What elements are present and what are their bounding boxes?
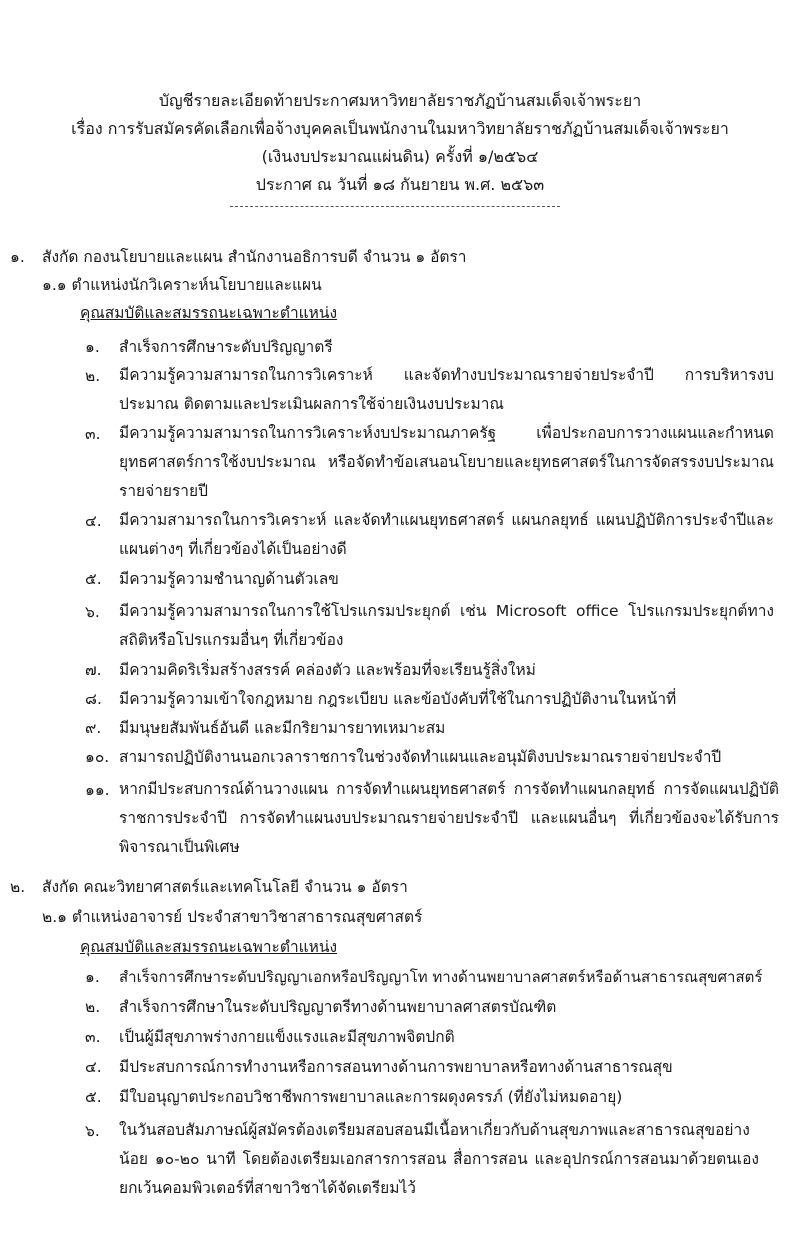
- list-item-number: ๑๑.: [85, 781, 110, 799]
- doc-title: บัญชีรายละเอียดท้ายประกาศมหาวิทยาลัยราชภัฏบ้านสมเด็จเจ้าพระยา: [158, 91, 642, 110]
- list-item-number: ๙.: [85, 719, 102, 737]
- section-1-qual-heading: คุณสมบัติและสมรรถนะเฉพาะตำแหน่ง: [80, 304, 338, 322]
- list-item-number: ๑.: [85, 338, 100, 356]
- list-item-number: ๒.: [85, 998, 101, 1016]
- section-1-number: ๑.: [10, 248, 25, 266]
- list-item-text: สำเร็จการศึกษาระดับปริญญาเอกหรือปริญญาโท ทางด้านพยาบาลศาสตร์หรือด้านสาธารณสุขศาสตร์: [119, 968, 763, 986]
- list-item-text: มีประสบการณ์การทำงานหรือการสอนทางด้านการพยาบาลหรือทางด้านสาธารณสุข: [119, 1058, 673, 1076]
- doc-announce-date: ประกาศ ณ วันที่ ๑๘ กันยายน พ.ศ. ๒๕๖๓: [255, 175, 545, 194]
- list-item-number: ๗.: [85, 661, 102, 679]
- list-item-number: ๓.: [85, 425, 101, 443]
- header-divider: [230, 206, 560, 207]
- list-item-number: ๒.: [85, 367, 101, 385]
- list-item-number: ๕.: [85, 570, 102, 588]
- section-2-title: สังกัด คณะวิทยาศาสตร์และเทคโนโลยี จำนวน ๑ อัตรา: [42, 878, 408, 896]
- list-item-number: ๖.: [85, 1122, 100, 1140]
- list-item-text: ในวันสอบสัมภาษณ์ผู้สมัครต้องเตรียมสอบสอนมีเนื้อหาเกี่ยวกับด้านสุขภาพและสาธารณสุขอย่างน้อย ๑๐-๒๐ นาที โดยต้องเตรียมเอกสารการสอน สื่อการสอน และอุปกรณ์การสอนมาด้วยตนเอง ยกเว้นคอมพิวเตอร์ที่สาขาวิชาได้จัดเตรียมไว้: [119, 1121, 759, 1197]
- list-item-text: สำเร็จการศึกษาในระดับปริญญาตรีทางด้านพยาบาลศาสตรบัณฑิต: [119, 998, 557, 1016]
- list-item-text: มีมนุษยสัมพันธ์อันดี และมีกริยามารยาทเหมาะสม: [119, 719, 446, 737]
- list-item-text: หากมีประสบการณ์ด้านวางแผน การจัดทำแผนยุทธศาสตร์ การจัดทำแผนกลยุทธ์ การจัดแผนปฏิบัติราชการประจำปี การจัดทำแผนงบประมาณรายจ่ายประจำปี และแผนอื่นๆ ที่เกี่ยวข้องจะได้รับการพิจารณาเป็นพิเศษ: [119, 780, 779, 856]
- doc-subject: เรื่อง การรับสมัครคัดเลือกเพื่อจ้างบุคคลเป็นพนักงานในมหาวิทยาลัยราชภัฏบ้านสมเด็จเจ้าพระยา: [71, 119, 729, 138]
- section-1-title: สังกัด กองนโยบายและแผน สำนักงานอธิการบดี จำนวน ๑ อัตรา: [42, 248, 467, 266]
- list-item-text: สำเร็จการศึกษาระดับปริญญาตรี: [119, 338, 333, 356]
- list-item-text: เป็นผู้มีสุขภาพร่างกายแข็งแรงและมีสุขภาพจิตปกติ: [119, 1028, 455, 1046]
- list-item-text: มีความรู้ความสามารถในการใช้โปรแกรมประยุกต์ เช่น Microsoft office โปรแกรมประยุกต์ทางสถิติหรือโปรแกรมอื่นๆ ที่เกี่ยวข้อง: [119, 602, 774, 649]
- section-1-position: ๑.๑ ตำแหน่งนักวิเคราะห์นโยบายและแผน: [42, 276, 322, 294]
- list-item-text: มีความรู้ความสามารถในการวิเคราะห์ และจัดทำงบประมาณรายจ่ายประจำปี การบริหารงบประมาณ ติดตามและประเมินผลการใช้จ่ายเงินงบประมาณ: [119, 366, 774, 413]
- list-item-text: มีความคิดริเริ่มสร้างสรรค์ คล่องตัว และพร้อมที่จะเรียนรู้สิ่งใหม่: [119, 661, 536, 679]
- section-2-qual-heading: คุณสมบัติและสมรรถนะเฉพาะตำแหน่ง: [80, 938, 338, 956]
- list-item-number: ๘.: [85, 690, 102, 708]
- list-item-number: ๖.: [85, 603, 100, 621]
- list-item-text: มีความรู้ความเข้าใจกฎหมาย กฎระเบียบ และข้อบังคับที่ใช้ในการปฏิบัติงานในหน้าที่: [119, 690, 677, 708]
- list-item-number: ๔.: [85, 1058, 102, 1076]
- list-item-text: มีความรู้ความสามารถในการวิเคราะห์งบประมาณภาครัฐ เพื่อประกอบการวางแผนและกำหนดยุทธศาสตร์การใช้งบประมาณ หรือจัดทำข้อเสนอนโยบายและยุทธศาสตร์ในการจัดสรรงบประมาณรายจ่ายรายปี: [119, 424, 774, 500]
- doc-budget-note: (เงินงบประมาณแผ่นดิน) ครั้งที่ ๑/๒๕๖๔: [261, 147, 539, 166]
- list-item-text: มีความรู้ความชำนาญด้านตัวเลข: [119, 570, 339, 588]
- section-2-position: ๒.๑ ตำแหน่งอาจารย์ ประจำสาขาวิชาสาธารณสุขศาสตร์: [42, 908, 423, 926]
- list-item-number: ๑๐.: [85, 748, 110, 766]
- list-item-text: มีความสามารถในการวิเคราะห์ และจัดทำแผนยุทธศาสตร์ แผนกลยุทธ์ แผนปฏิบัติการประจำปีและแผนต่างๆ ที่เกี่ยวข้องได้เป็นอย่างดี: [119, 511, 774, 558]
- list-item-number: ๔.: [85, 512, 102, 530]
- list-item-number: ๑.: [85, 968, 100, 986]
- list-item-number: ๓.: [85, 1028, 101, 1046]
- list-item-text: มีใบอนุญาตประกอบวิชาชีพการพยาบาลและการผดุงครรภ์ (ที่ยังไม่หมดอายุ): [119, 1088, 623, 1106]
- list-item-text: สามารถปฏิบัติงานนอกเวลาราชการในช่วงจัดทำแผนและอนุมัติงบประมาณรายจ่ายประจำปี: [119, 748, 722, 766]
- list-item-number: ๕.: [85, 1088, 102, 1106]
- section-2-number: ๒.: [10, 878, 26, 896]
